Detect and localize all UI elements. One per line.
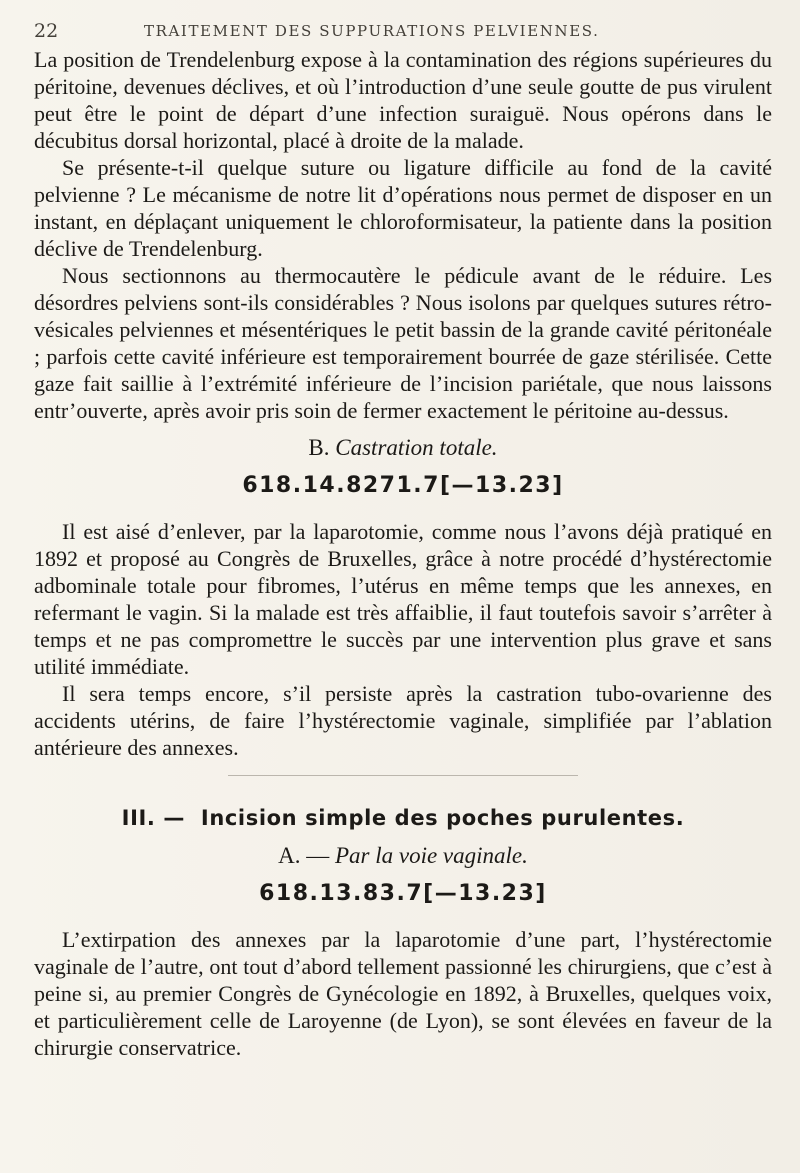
vaginal-title: Par la voie vaginale. — [334, 843, 528, 868]
paragraph-1: La position de Trendelenburg expose à la contamination des régions supérieures du péritoine, devenues déclives, et où l’introduction d’une seule goutte de pus virulent peut être le point de départ d’une infection suraiguë. Nous opérons dans le décubitus dorsal horizontal, placé à droite de la malade. — [34, 47, 772, 153]
incision-section-number: III. — — [121, 806, 185, 830]
section-divider — [228, 775, 578, 776]
incision-classification: 618.13.83.7[—13.23] — [259, 881, 547, 906]
castration-subhead — [34, 434, 772, 462]
vaginal-prefix: A. — — [278, 843, 330, 868]
page-number: 22 — [34, 20, 59, 42]
paragraph-2: Se présente-t-il quelque suture ou ligature difficile au fond de la cavité pelvienne ? Le mécanisme de notre lit d’opérations nous permet de disposer en un instant, en déplaçant uniquement le chloroformisateur, la patiente dans la position déclive de Trendelenburg. — [34, 155, 772, 261]
paragraph-3: Nous sectionnons au thermocautère le pédicule avant de le réduire. Les désordres pelviens sont-ils considérables ? Nous isolons par quelques sutures rétro-vésicales pelviennes et mésentériques le petit bassin de la grande cavité péritonéale ; parfois cette cavité inférieure est temporairement bourrée de gaze stérilisée. Cette gaze fait saillie à l’extrémité inférieure de l’incision pariétale, que nous laissons entr’ouverte, après avoir pris soin de fermer exactement le péritoine au-dessus. — [34, 263, 772, 423]
vaginal-subhead — [34, 842, 772, 870]
paragraph-4: Il est aisé d’enlever, par la laparotomie, comme nous l’avons déjà pratiqué en 1892 et proposé au Congrès de Bruxelles, grâce à notre procédé d’hystérectomie adbominale totale pour fibromes, l’utérus en même temps que les annexes, en refermant le vagin. Si la malade est très affaiblie, il faut toutefois savoir s’arrêter à temps et ne pas compromettre le succès par une intervention plus grave et sans utilité immédiate. — [34, 519, 772, 679]
bottom-space — [34, 1061, 772, 1087]
paragraph-5: Il sera temps encore, s’il persiste après la castration tubo-ovarienne des accidents utérins, de faire l’hystérectomie vaginale, simplifiée par l’ablation antérieure des annexes. — [34, 681, 772, 760]
running-head: TRAITEMENT DES SUPPURATIONS PELVIENNES. — [144, 22, 600, 40]
castration-classification: 618.14.8271.7[—13.23] — [242, 473, 564, 498]
page-header — [34, 16, 772, 46]
body-text — [34, 46, 772, 1087]
incision-section-title — [34, 804, 772, 832]
castration-title: Castration totale. — [335, 435, 498, 460]
castration-prefix: B. — [308, 435, 330, 460]
incision-section-heading: Incision simple des poches purulentes. — [200, 806, 685, 830]
paragraph-6: L’extirpation des annexes par la laparotomie d’une part, l’hystérectomie vaginale de l’autre, ont tout d’abord tellement passionné les chirurgiens, que c’est à peine si, au premier Congrès de Gynécologie en 1892, à Bruxelles, quelques voix, et particulièrement celle de Laroyenne (de Lyon), se sont élevées en faveur de la chirurgie conservatrice. — [34, 927, 772, 1060]
